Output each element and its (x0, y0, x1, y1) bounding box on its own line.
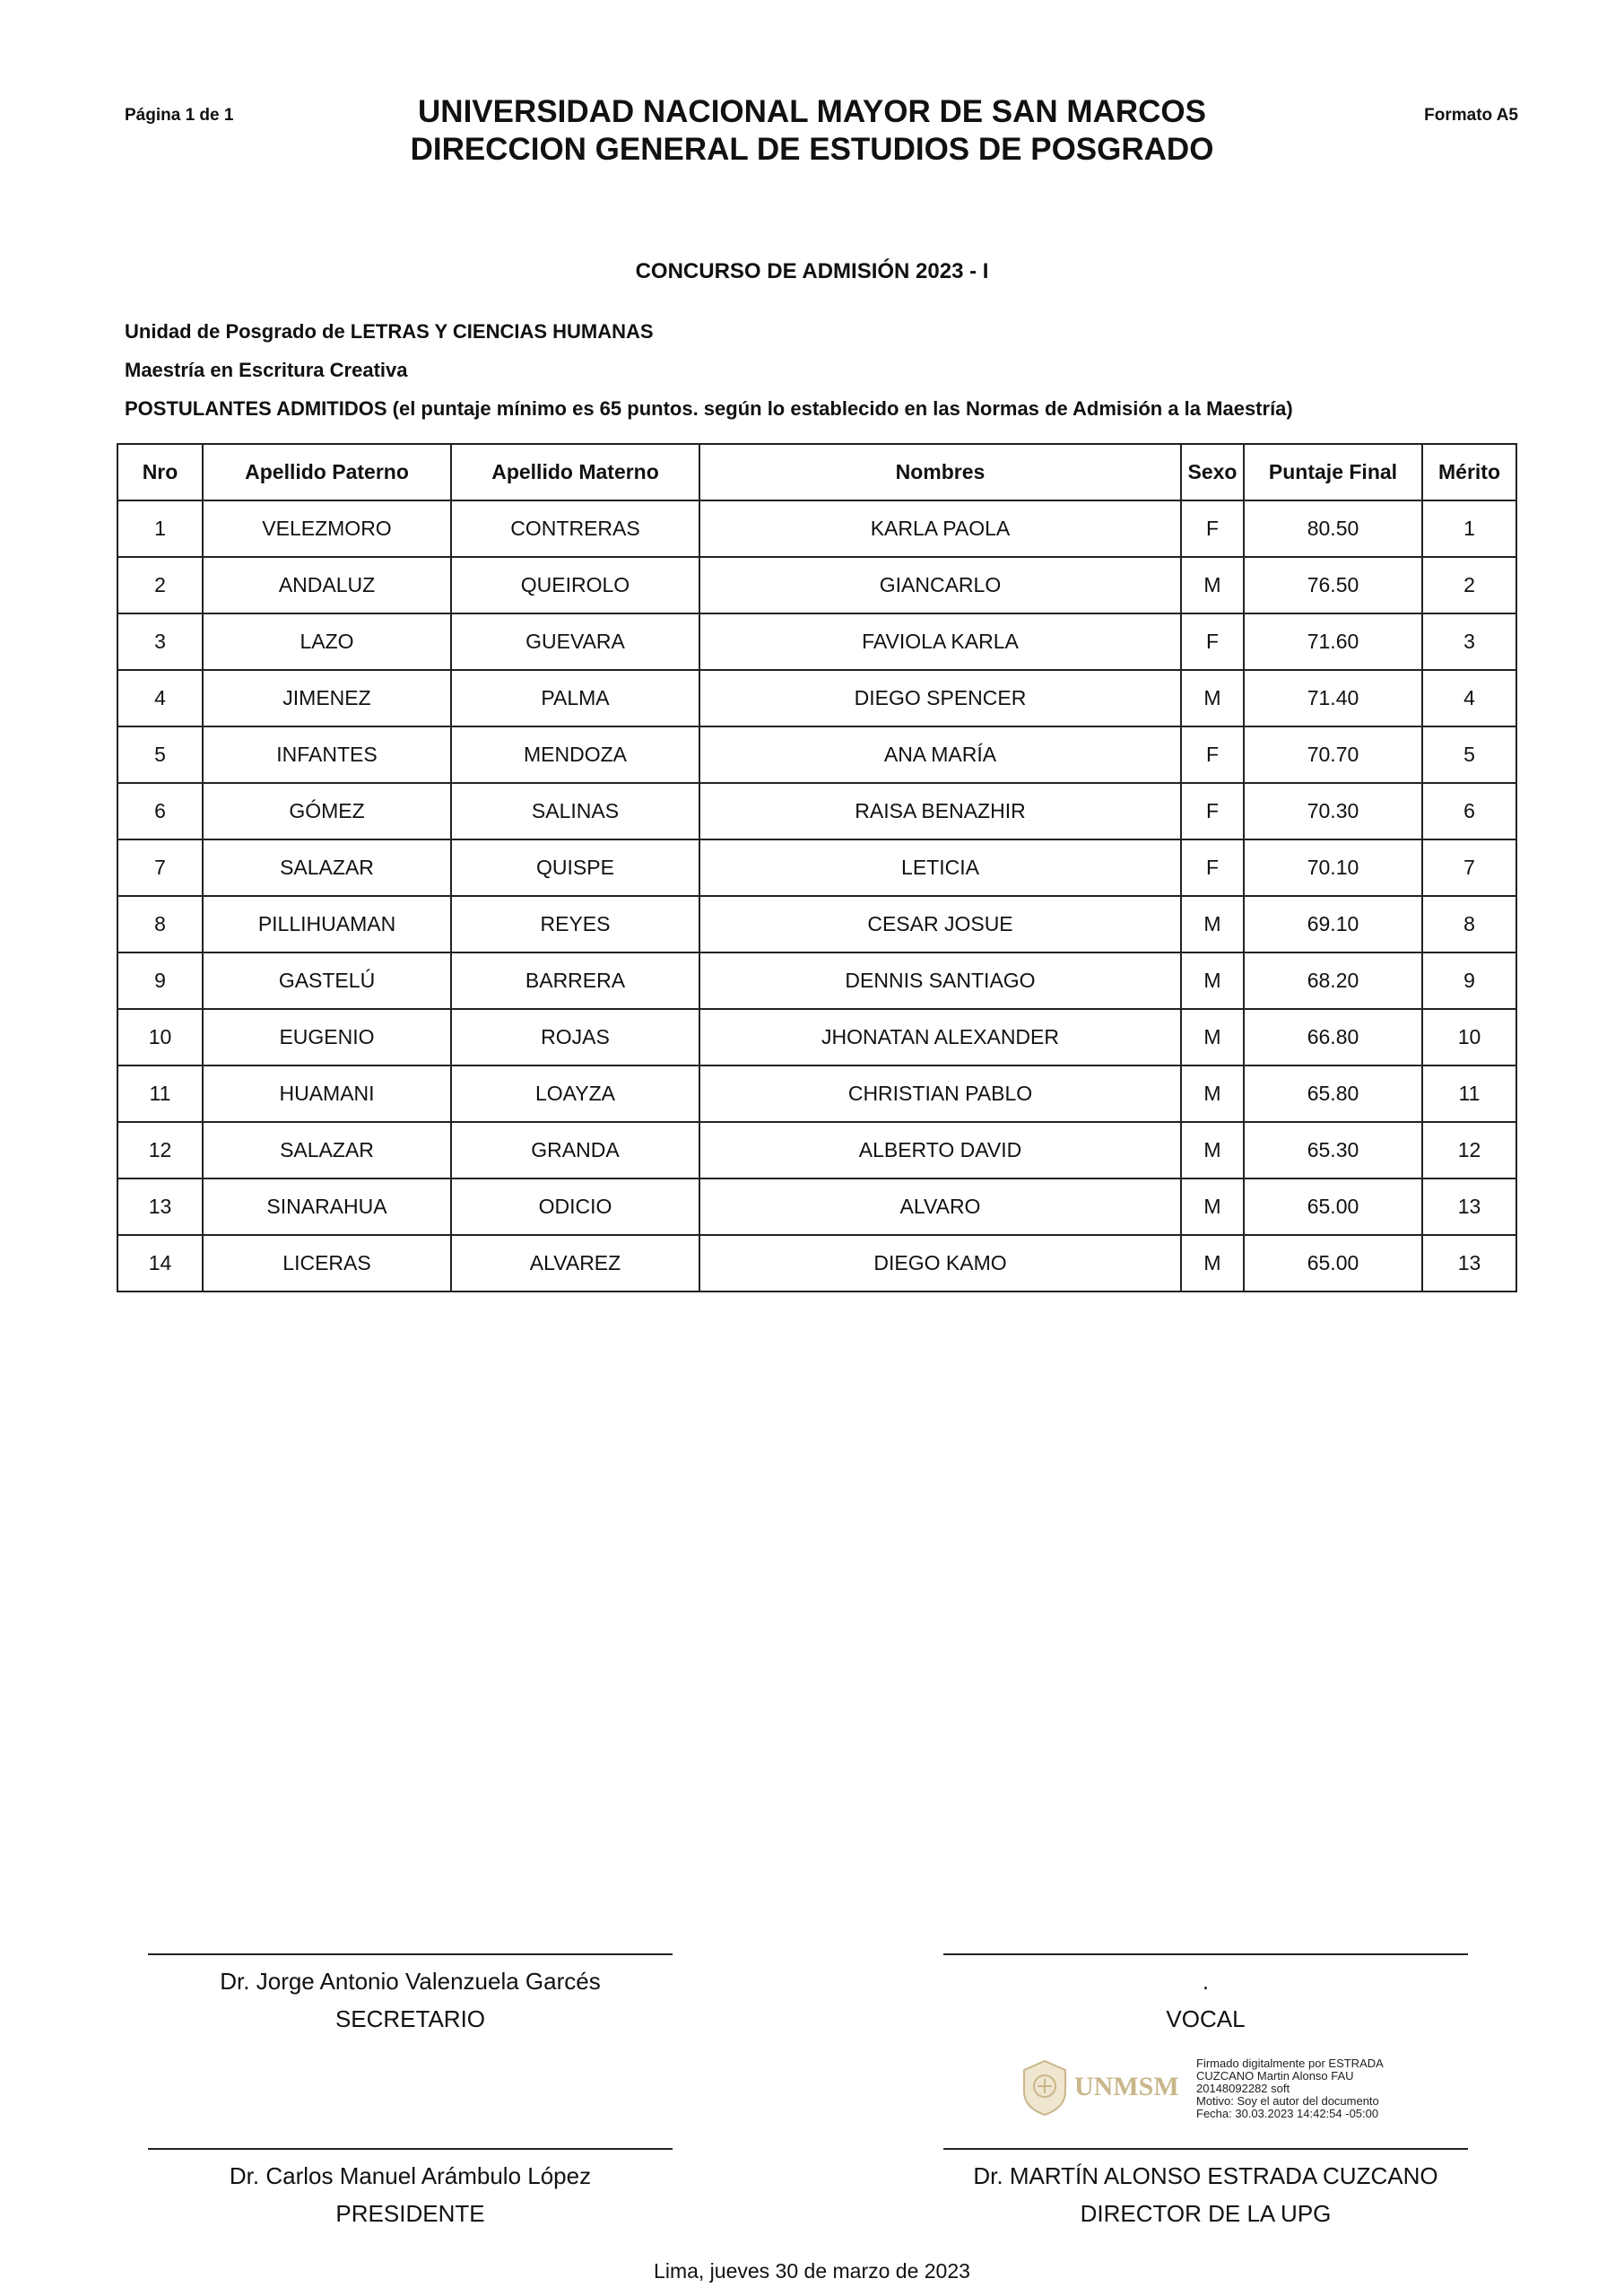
cell-apellido-paterno: SINARAHUA (203, 1178, 451, 1235)
cell-nro: 7 (117, 839, 203, 896)
cell-nro: 12 (117, 1122, 203, 1178)
cell-merito: 13 (1422, 1235, 1516, 1292)
cell-sexo: M (1181, 1122, 1244, 1178)
cell-apellido-materno: CONTRERAS (451, 500, 699, 557)
president-signature-line (148, 2148, 673, 2150)
cell-puntaje-final: 76.50 (1244, 557, 1422, 613)
format-label: Formato A5 (1424, 106, 1518, 125)
stamp-brand: UNMSM (1074, 2072, 1179, 2101)
vocal-name: . (1202, 1968, 1210, 1995)
cell-nro: 2 (117, 557, 203, 613)
cell-apellido-materno: PALMA (451, 670, 699, 726)
cell-nombres: CHRISTIAN PABLO (699, 1065, 1181, 1122)
cell-merito: 1 (1422, 500, 1516, 557)
cell-nombres: CESAR JOSUE (699, 896, 1181, 952)
cell-apellido-materno: GUEVARA (451, 613, 699, 670)
admitted-note: POSTULANTES ADMITIDOS (el puntaje mínimo es 65 puntos. según lo establecido en las Normas de Admisión a la Maestría) (125, 397, 1293, 420)
president-role: PRESIDENTE (335, 2200, 485, 2227)
cell-puntaje-final: 68.20 (1244, 952, 1422, 1009)
vocal-signature-line (943, 1953, 1468, 1955)
table-row (117, 1009, 1516, 1065)
page-number: Página 1 de 1 (125, 106, 234, 125)
cell-nro: 1 (117, 500, 203, 557)
document-header (0, 93, 1624, 169)
cell-puntaje-final: 66.80 (1244, 1009, 1422, 1065)
cell-nombres: DIEGO KAMO (699, 1235, 1181, 1292)
cell-merito: 5 (1422, 726, 1516, 783)
cell-apellido-paterno: JIMENEZ (203, 670, 451, 726)
cell-nombres: ALBERTO DAVID (699, 1122, 1181, 1178)
stamp-line: Firmado digitalmente por ESTRADA (1196, 2057, 1384, 2070)
table-row (117, 1122, 1516, 1178)
unit-line: Unidad de Posgrado de LETRAS Y CIENCIAS HUMANAS (125, 320, 654, 343)
director-signature-line (943, 2148, 1468, 2150)
cell-nombres: LETICIA (699, 839, 1181, 896)
stamp-line: Fecha: 30.03.2023 14:42:54 -05:00 (1196, 2107, 1379, 2120)
cell-merito: 3 (1422, 613, 1516, 670)
cell-apellido-paterno: LAZO (203, 613, 451, 670)
place-date: Lima, jueves 30 de marzo de 2023 (654, 2259, 970, 2283)
secretary-name: Dr. Jorge Antonio Valenzuela Garcés (220, 1968, 601, 1995)
table-row (117, 896, 1516, 952)
cell-sexo: M (1181, 1065, 1244, 1122)
cell-nro: 4 (117, 670, 203, 726)
cell-puntaje-final: 71.40 (1244, 670, 1422, 726)
cell-sexo: M (1181, 1178, 1244, 1235)
cell-nro: 10 (117, 1009, 203, 1065)
cell-merito: 8 (1422, 896, 1516, 952)
cell-sexo: F (1181, 726, 1244, 783)
cell-sexo: M (1181, 896, 1244, 952)
cell-sexo: M (1181, 952, 1244, 1009)
direction-title: DIRECCION GENERAL DE ESTUDIOS DE POSGRADO (410, 132, 1214, 167)
cell-nombres: GIANCARLO (699, 557, 1181, 613)
stamp-line: Motivo: Soy el autor del documento (1196, 2094, 1379, 2108)
university-title: UNIVERSIDAD NACIONAL MAYOR DE SAN MARCOS (418, 94, 1206, 129)
cell-nombres: KARLA PAOLA (699, 500, 1181, 557)
header-merito: Mérito (1422, 444, 1516, 500)
results-table (117, 443, 1517, 1292)
cell-apellido-materno: SALINAS (451, 783, 699, 839)
cell-sexo: F (1181, 500, 1244, 557)
cell-apellido-paterno: GÓMEZ (203, 783, 451, 839)
director-name: Dr. MARTÍN ALONSO ESTRADA CUZCANO (973, 2162, 1438, 2189)
header-apellido-materno: Apellido Materno (451, 444, 699, 500)
cell-apellido-materno: ODICIO (451, 1178, 699, 1235)
cell-apellido-materno: QUEIROLO (451, 557, 699, 613)
director-role: DIRECTOR DE LA UPG (1080, 2200, 1332, 2227)
cell-merito: 13 (1422, 1178, 1516, 1235)
cell-sexo: F (1181, 613, 1244, 670)
cell-nro: 13 (117, 1178, 203, 1235)
cell-nombres: RAISA BENAZHIR (699, 783, 1181, 839)
table-header-row (117, 444, 1516, 500)
table-row (117, 557, 1516, 613)
cell-apellido-materno: BARRERA (451, 952, 699, 1009)
cell-nombres: DIEGO SPENCER (699, 670, 1181, 726)
table-row (117, 726, 1516, 783)
cell-apellido-paterno: SALAZAR (203, 839, 451, 896)
cell-puntaje-final: 80.50 (1244, 500, 1422, 557)
cell-apellido-materno: GRANDA (451, 1122, 699, 1178)
director-signature (943, 2157, 1468, 2232)
cell-nombres: FAVIOLA KARLA (699, 613, 1181, 670)
president-signature (148, 2157, 673, 2232)
cell-merito: 6 (1422, 783, 1516, 839)
table-row (117, 670, 1516, 726)
table-row (117, 1065, 1516, 1122)
cell-apellido-paterno: GASTELÚ (203, 952, 451, 1009)
cell-apellido-paterno: VELEZMORO (203, 500, 451, 557)
cell-apellido-materno: LOAYZA (451, 1065, 699, 1122)
cell-apellido-materno: MENDOZA (451, 726, 699, 783)
cell-puntaje-final: 65.80 (1244, 1065, 1422, 1122)
digital-signature-stamp (1020, 2052, 1415, 2124)
cell-apellido-materno: QUISPE (451, 839, 699, 896)
cell-apellido-paterno: SALAZAR (203, 1122, 451, 1178)
cell-merito: 10 (1422, 1009, 1516, 1065)
cell-merito: 7 (1422, 839, 1516, 896)
cell-apellido-paterno: LICERAS (203, 1235, 451, 1292)
cell-merito: 11 (1422, 1065, 1516, 1122)
table-row (117, 952, 1516, 1009)
cell-nombres: JHONATAN ALEXANDER (699, 1009, 1181, 1065)
table-row (117, 1178, 1516, 1235)
cell-nro: 9 (117, 952, 203, 1009)
cell-merito: 2 (1422, 557, 1516, 613)
cell-merito: 9 (1422, 952, 1516, 1009)
cell-nro: 6 (117, 783, 203, 839)
stamp-line: 20148092282 soft (1196, 2082, 1290, 2095)
stamp-line: CUZCANO Martin Alonso FAU (1196, 2069, 1354, 2083)
cell-puntaje-final: 65.30 (1244, 1122, 1422, 1178)
vocal-signature (943, 1962, 1468, 2038)
cell-merito: 12 (1422, 1122, 1516, 1178)
cell-puntaje-final: 70.30 (1244, 783, 1422, 839)
cell-merito: 4 (1422, 670, 1516, 726)
university-seal-icon (1020, 2059, 1069, 2117)
cell-apellido-materno: REYES (451, 896, 699, 952)
president-name: Dr. Carlos Manuel Arámbulo López (229, 2162, 592, 2189)
cell-nro: 3 (117, 613, 203, 670)
cell-nombres: ANA MARÍA (699, 726, 1181, 783)
cell-puntaje-final: 71.60 (1244, 613, 1422, 670)
cell-apellido-materno: ROJAS (451, 1009, 699, 1065)
cell-sexo: M (1181, 557, 1244, 613)
cell-nombres: DENNIS SANTIAGO (699, 952, 1181, 1009)
header-nro: Nro (117, 444, 203, 500)
table-row (117, 500, 1516, 557)
cell-nro: 14 (117, 1235, 203, 1292)
contest-title: CONCURSO DE ADMISIÓN 2023 - I (635, 259, 989, 283)
header-sexo: Sexo (1181, 444, 1244, 500)
cell-sexo: F (1181, 839, 1244, 896)
cell-puntaje-final: 70.10 (1244, 839, 1422, 896)
vocal-role: VOCAL (1166, 2005, 1246, 2032)
cell-sexo: M (1181, 1235, 1244, 1292)
cell-nro: 8 (117, 896, 203, 952)
header-apellido-paterno: Apellido Paterno (203, 444, 451, 500)
cell-puntaje-final: 65.00 (1244, 1178, 1422, 1235)
table-row (117, 839, 1516, 896)
cell-puntaje-final: 65.00 (1244, 1235, 1422, 1292)
secretary-signature-line (148, 1953, 673, 1955)
cell-sexo: M (1181, 670, 1244, 726)
header-puntaje-final: Puntaje Final (1244, 444, 1422, 500)
header-nombres: Nombres (699, 444, 1181, 500)
cell-sexo: M (1181, 1009, 1244, 1065)
cell-nombres: ALVARO (699, 1178, 1181, 1235)
cell-apellido-paterno: EUGENIO (203, 1009, 451, 1065)
cell-apellido-paterno: HUAMANI (203, 1065, 451, 1122)
cell-apellido-paterno: ANDALUZ (203, 557, 451, 613)
cell-nro: 5 (117, 726, 203, 783)
cell-apellido-paterno: PILLIHUAMAN (203, 896, 451, 952)
table-row (117, 1235, 1516, 1292)
stamp-details (1196, 2057, 1420, 2120)
results-body (117, 500, 1516, 1292)
cell-sexo: F (1181, 783, 1244, 839)
program-line: Maestría en Escritura Creativa (125, 359, 408, 381)
table-row (117, 613, 1516, 670)
secretary-signature (148, 1962, 673, 2038)
cell-puntaje-final: 70.70 (1244, 726, 1422, 783)
secretary-role: SECRETARIO (334, 2005, 486, 2032)
cell-apellido-materno: ALVAREZ (451, 1235, 699, 1292)
cell-puntaje-final: 69.10 (1244, 896, 1422, 952)
table-row (117, 783, 1516, 839)
cell-nro: 11 (117, 1065, 203, 1122)
cell-apellido-paterno: INFANTES (203, 726, 451, 783)
